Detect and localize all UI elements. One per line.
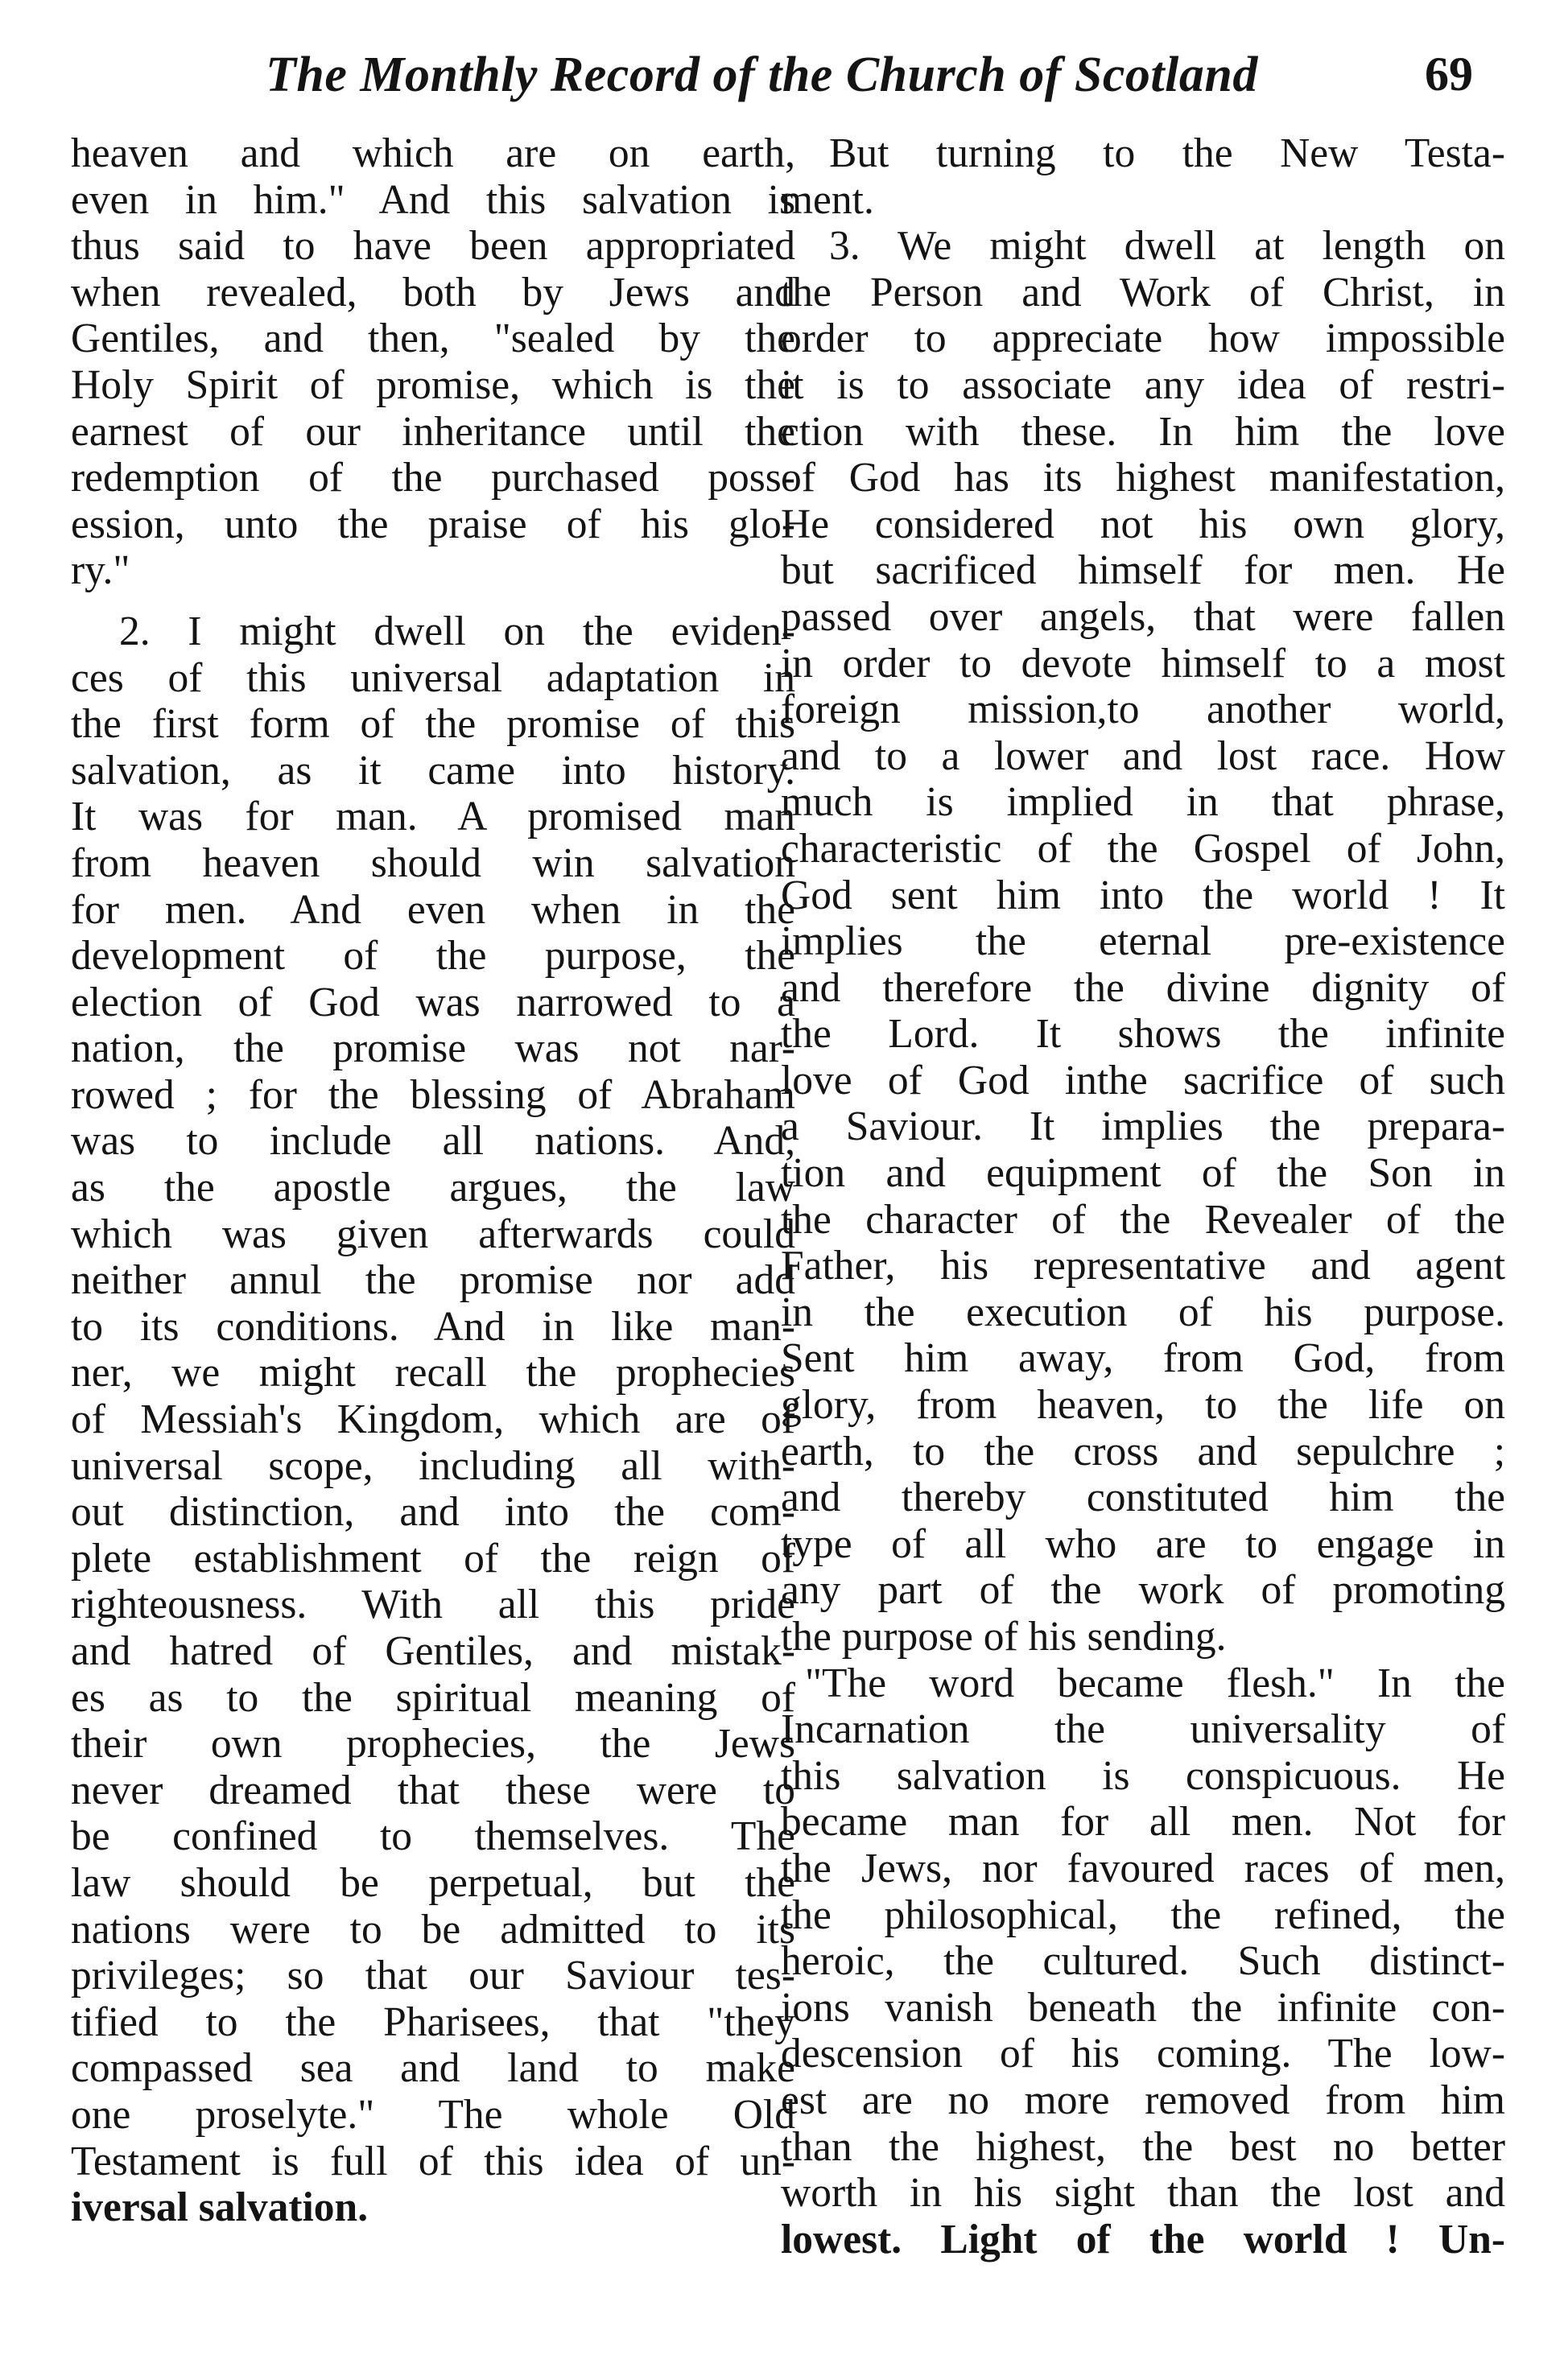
- text-line: ment.: [781, 176, 874, 223]
- text-line: of Messiah's Kingdom, which are of: [71, 1396, 795, 1443]
- text-line: Gentiles, and then, "sealed by the: [71, 316, 795, 362]
- text-line: Father, his representative and agent: [781, 1243, 1505, 1289]
- text-line: this salvation is conspicuous. He: [781, 1752, 1505, 1799]
- text-line: for men. And even when in the: [71, 886, 795, 933]
- text-line: even in him." And this salvation is: [71, 176, 795, 223]
- text-line: salvation, as it came into history.: [71, 747, 795, 794]
- text-line: It was for man. A promised man: [71, 794, 795, 840]
- text-line: was to include all nations. And,: [71, 1118, 795, 1165]
- text-line: which was given afterwards could: [71, 1211, 795, 1257]
- text-line: But turning to the New Testa-: [829, 130, 1505, 176]
- text-line: ry.": [71, 547, 130, 594]
- text-line: election of God was narrowed to a: [71, 979, 795, 1025]
- text-line: tified to the Pharisees, that "they: [71, 1998, 795, 2045]
- paragraph-gap: [71, 594, 795, 608]
- text-line: as the apostle argues, the law: [71, 1165, 795, 1211]
- running-header: [266, 47, 1473, 127]
- text-line: lowest. Light of the world ! Un-: [781, 2216, 1505, 2262]
- text-line: worth in his sight than the lost and: [781, 2170, 1505, 2217]
- text-line: the Jews, nor favoured races of men,: [781, 1845, 1505, 1891]
- text-line: iversal salvation.: [71, 2184, 369, 2231]
- text-line: nations were to be admitted to its: [71, 1906, 795, 1953]
- text-line: Testament is full of this idea of un-: [71, 2138, 795, 2184]
- text-line: development of the purpose, the: [71, 933, 795, 980]
- text-line: ction with these. In him the love: [781, 408, 1505, 455]
- text-line: 2. I might dwell on the eviden-: [119, 608, 795, 654]
- text-line: but sacrificed himself for men. He: [781, 547, 1505, 594]
- text-line: universal scope, including all with-: [71, 1442, 795, 1489]
- text-line: the Person and Work of Christ, in: [781, 269, 1505, 316]
- text-line: ions vanish beneath the infinite con-: [781, 1984, 1505, 2031]
- text-line: ession, unto the praise of his glo-: [71, 501, 795, 547]
- text-line: characteristic of the Gospel of John,: [781, 825, 1505, 872]
- text-line: nation, the promise was not nar-: [71, 1025, 795, 1072]
- text-line: rowed ; for the blessing of Abraham: [71, 1071, 795, 1118]
- text-line: be confined to themselves. The: [71, 1813, 795, 1860]
- page-number: 69: [1425, 47, 1473, 101]
- text-line: law should be perpetual, but the: [71, 1859, 795, 1906]
- text-line: the Lord. It shows the infinite: [781, 1011, 1505, 1058]
- text-line: and to a lower and lost race. How: [781, 732, 1505, 779]
- text-line: their own prophecies, the Jews: [71, 1721, 795, 1767]
- text-line: righteousness. With all this pride: [71, 1582, 795, 1628]
- text-line: when revealed, both by Jews and: [71, 269, 795, 316]
- text-line: the purpose of his sending.: [781, 1614, 1227, 1660]
- text-line: glory, from heaven, to the life on: [781, 1382, 1505, 1429]
- text-line: descension of his coming. The low-: [781, 2031, 1505, 2077]
- text-line: foreign mission,to another world,: [781, 687, 1505, 733]
- text-line: implies the eternal pre-existence: [781, 918, 1505, 965]
- text-line: ner, we might recall the prophecies: [71, 1350, 795, 1396]
- text-line: "The word became flesh." In the: [805, 1660, 1505, 1706]
- text-line: es as to the spiritual meaning of: [71, 1674, 795, 1721]
- text-line: much is implied in that phrase,: [781, 779, 1505, 826]
- text-line: Incarnation the universality of: [781, 1706, 1505, 1753]
- text-line: a Saviour. It implies the prepara-: [781, 1103, 1505, 1150]
- text-line: any part of the work of promoting: [781, 1567, 1505, 1614]
- text-line: out distinction, and into the com-: [71, 1489, 795, 1536]
- text-line: He considered not his own glory,: [781, 501, 1505, 547]
- running-title: The Monthly Record of the Church of Scotland: [266, 47, 1258, 102]
- text-line: privileges; so that our Saviour tes-: [71, 1953, 795, 1999]
- text-line: the philosophical, the refined, the: [781, 1891, 1505, 1938]
- text-line: est are no more removed from him: [781, 2077, 1505, 2123]
- text-line: earnest of our inheritance until the: [71, 408, 795, 455]
- text-line: one proselyte." The whole Old: [71, 2091, 795, 2138]
- text-line: plete establishment of the reign of: [71, 1535, 795, 1582]
- right-column: [781, 130, 1505, 2262]
- text-line: heaven and which are on earth,: [71, 130, 795, 176]
- text-line: earth, to the cross and sepulchre ;: [781, 1428, 1505, 1475]
- text-line: became man for all men. Not for: [781, 1799, 1505, 1846]
- text-line: compassed sea and land to make: [71, 2045, 795, 2092]
- text-line: ces of this universal adaptation in: [71, 654, 795, 701]
- text-line: in the execution of his purpose.: [781, 1289, 1505, 1335]
- text-line: and thereby constituted him the: [781, 1475, 1505, 1521]
- left-column: [71, 130, 795, 2231]
- text-line: the character of the Revealer of the: [781, 1196, 1505, 1243]
- text-line: type of all who are to engage in: [781, 1520, 1505, 1567]
- text-line: never dreamed that these were to: [71, 1767, 795, 1813]
- text-line: redemption of the purchased poss-: [71, 455, 795, 501]
- text-line: Holy Spirit of promise, which is the: [71, 361, 795, 408]
- text-line: in order to devote himself to a most: [781, 640, 1505, 687]
- text-line: thus said to have been appropriated: [71, 223, 795, 270]
- text-line: and hatred of Gentiles, and mistak-: [71, 1628, 795, 1674]
- text-line: tion and equipment of the Son in: [781, 1150, 1505, 1197]
- text-line: and therefore the divine dignity of: [781, 964, 1505, 1011]
- text-line: order to appreciate how impossible: [781, 316, 1505, 362]
- text-line: it is to associate any idea of restri-: [781, 361, 1505, 408]
- text-line: neither annul the promise nor add: [71, 1257, 795, 1304]
- text-line: Sent him away, from God, from: [781, 1335, 1505, 1382]
- text-line: God sent him into the world ! It: [781, 872, 1505, 918]
- text-line: love of God inthe sacrifice of such: [781, 1057, 1505, 1103]
- text-line: 3. We might dwell at length on: [829, 223, 1505, 270]
- text-line: the first form of the promise of this: [71, 701, 795, 748]
- text-line: than the highest, the best no better: [781, 2123, 1505, 2170]
- text-line: of God has its highest manifestation,: [781, 455, 1505, 501]
- text-line: heroic, the cultured. Such distinct-: [781, 1938, 1505, 1985]
- text-line: from heaven should win salvation: [71, 839, 795, 886]
- text-line: passed over angels, that were fallen: [781, 593, 1505, 640]
- text-line: to its conditions. And in like man-: [71, 1303, 795, 1350]
